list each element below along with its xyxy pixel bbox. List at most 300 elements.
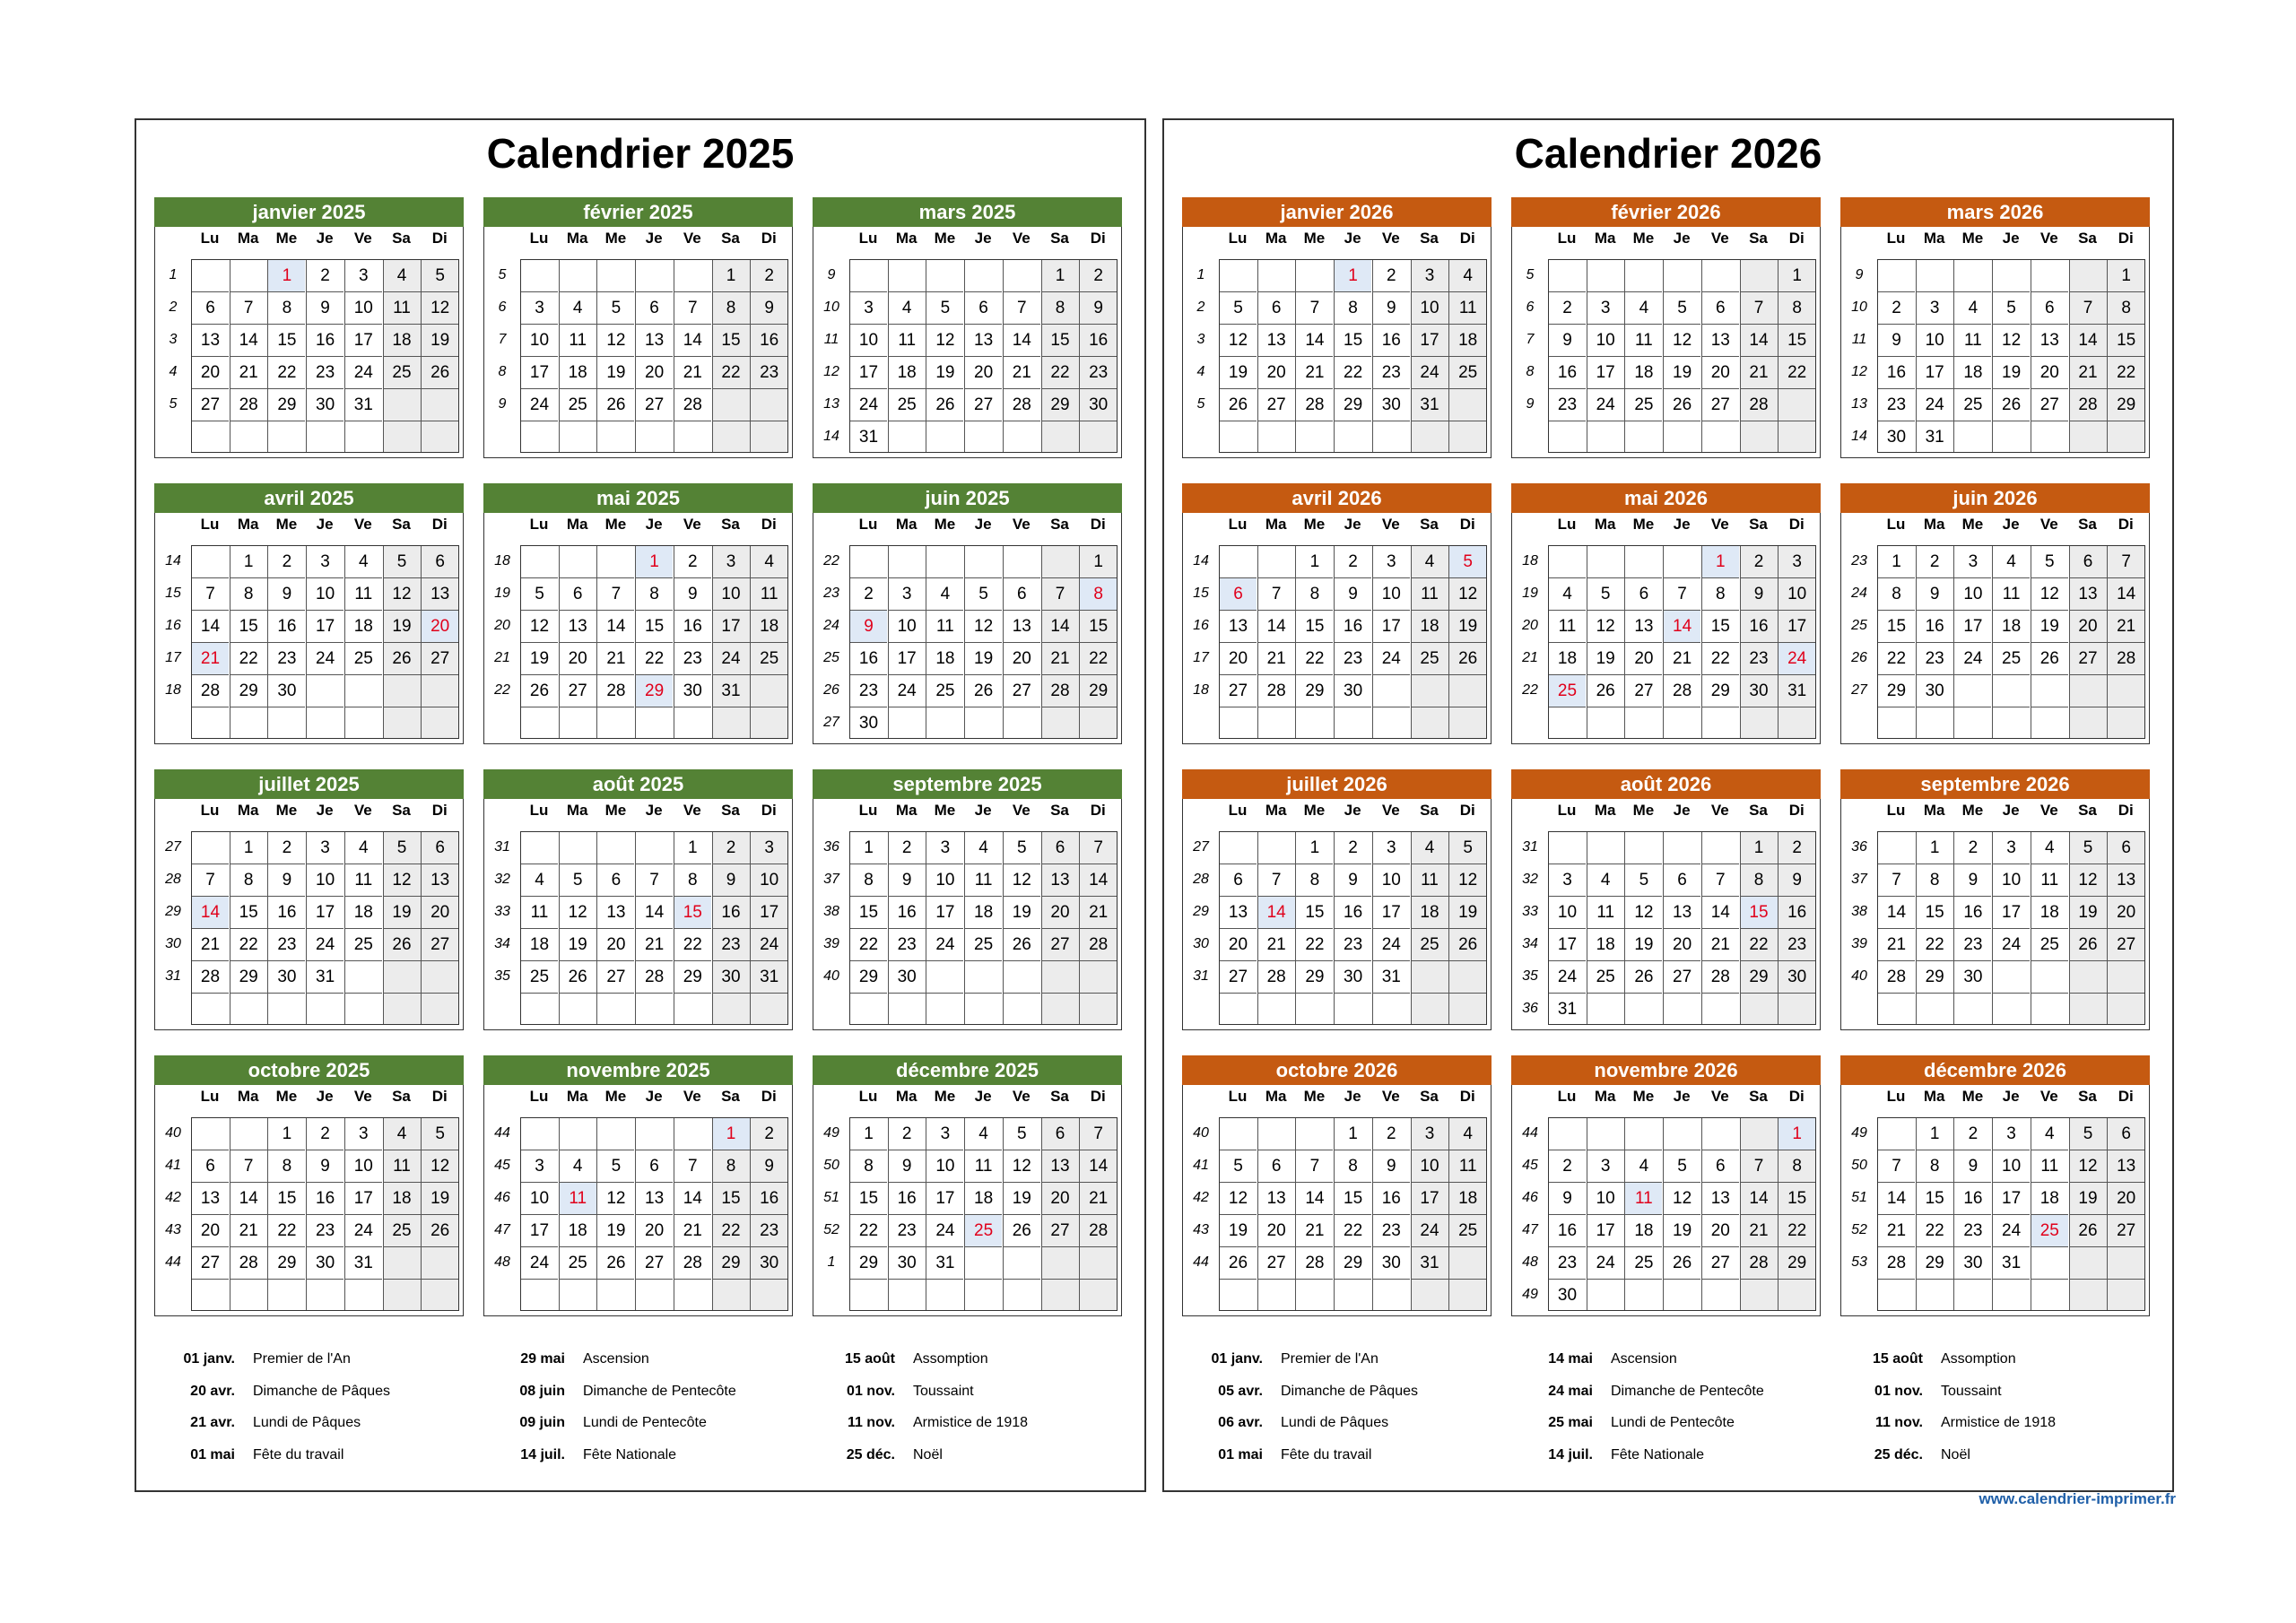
day-cell[interactable]: 13 [421, 864, 458, 896]
day-cell[interactable]: 9 [306, 1150, 344, 1182]
day-cell[interactable]: 28 [596, 674, 634, 707]
day-cell[interactable]: 11 [964, 1150, 1002, 1182]
day-cell[interactable]: 10 [1587, 324, 1624, 356]
day-cell[interactable]: 13 [1701, 1182, 1739, 1214]
day-cell[interactable]: 11 [964, 864, 1002, 896]
day-cell[interactable]: 17 [306, 896, 344, 928]
day-cell[interactable]: 29 [1334, 1246, 1371, 1279]
day-cell[interactable]: 20 [421, 610, 458, 642]
day-cell[interactable]: 1 [712, 259, 750, 291]
day-cell[interactable]: 16 [750, 1182, 787, 1214]
day-cell[interactable]: 24 [344, 356, 382, 388]
day-cell[interactable]: 28 [1295, 388, 1333, 421]
day-cell[interactable]: 11 [2031, 864, 2068, 896]
day-cell[interactable]: 20 [1701, 356, 1739, 388]
day-cell[interactable]: 29 [230, 960, 267, 993]
day-cell[interactable]: 6 [635, 291, 673, 324]
day-cell[interactable]: 1 [230, 545, 267, 577]
day-cell[interactable]: 25 [964, 928, 1002, 960]
day-cell[interactable]: 26 [421, 356, 458, 388]
day-cell[interactable]: 21 [191, 928, 229, 960]
day-cell[interactable]: 21 [1079, 1182, 1117, 1214]
day-cell[interactable]: 14 [596, 610, 634, 642]
day-cell[interactable]: 22 [230, 928, 267, 960]
day-cell[interactable]: 24 [520, 1246, 558, 1279]
day-cell[interactable]: 18 [520, 928, 558, 960]
day-cell[interactable]: 30 [1372, 388, 1410, 421]
day-cell[interactable]: 3 [712, 545, 750, 577]
day-cell[interactable]: 19 [520, 642, 558, 674]
day-cell[interactable]: 27 [1219, 674, 1257, 707]
day-cell[interactable]: 6 [1041, 831, 1079, 864]
day-cell[interactable]: 30 [1079, 388, 1117, 421]
day-cell[interactable]: 10 [712, 577, 750, 610]
day-cell[interactable]: 27 [191, 388, 229, 421]
day-cell[interactable]: 24 [926, 1214, 963, 1246]
day-cell[interactable]: 16 [267, 896, 305, 928]
day-cell[interactable]: 12 [520, 610, 558, 642]
day-cell[interactable]: 20 [191, 1214, 229, 1246]
day-cell[interactable]: 22 [1295, 928, 1333, 960]
day-cell[interactable]: 17 [712, 610, 750, 642]
day-cell[interactable]: 21 [1701, 928, 1739, 960]
day-cell[interactable]: 1 [1740, 831, 1778, 864]
day-cell[interactable]: 17 [1372, 896, 1410, 928]
day-cell[interactable]: 23 [1877, 388, 1915, 421]
day-cell[interactable]: 8 [712, 291, 750, 324]
day-cell[interactable]: 25 [964, 1214, 1002, 1246]
day-cell[interactable]: 19 [1992, 356, 2030, 388]
day-cell[interactable]: 11 [1953, 324, 1991, 356]
day-cell[interactable]: 25 [520, 960, 558, 993]
day-cell[interactable]: 18 [888, 356, 926, 388]
day-cell[interactable]: 22 [2107, 356, 2144, 388]
day-cell[interactable]: 31 [1992, 1246, 2030, 1279]
day-cell[interactable]: 18 [2031, 896, 2068, 928]
day-cell[interactable]: 9 [1877, 324, 1915, 356]
day-cell[interactable]: 11 [559, 324, 596, 356]
day-cell[interactable]: 24 [1916, 388, 1953, 421]
day-cell[interactable]: 31 [712, 674, 750, 707]
day-cell[interactable]: 15 [267, 324, 305, 356]
day-cell[interactable]: 14 [191, 896, 229, 928]
day-cell[interactable]: 17 [849, 356, 887, 388]
day-cell[interactable]: 28 [1257, 960, 1295, 993]
day-cell[interactable]: 7 [1877, 864, 1915, 896]
day-cell[interactable]: 19 [926, 356, 963, 388]
day-cell[interactable]: 8 [1295, 864, 1333, 896]
day-cell[interactable]: 7 [230, 1150, 267, 1182]
day-cell[interactable]: 25 [1448, 356, 1486, 388]
day-cell[interactable]: 10 [1411, 1150, 1448, 1182]
day-cell[interactable]: 23 [1953, 928, 1991, 960]
day-cell[interactable]: 1 [1079, 545, 1117, 577]
day-cell[interactable]: 31 [344, 388, 382, 421]
day-cell[interactable]: 27 [2107, 928, 2144, 960]
day-cell[interactable]: 8 [1041, 291, 1079, 324]
day-cell[interactable]: 5 [383, 545, 421, 577]
day-cell[interactable]: 8 [849, 1150, 887, 1182]
day-cell[interactable]: 19 [1003, 896, 1040, 928]
day-cell[interactable]: 29 [267, 1246, 305, 1279]
day-cell[interactable]: 7 [1740, 1150, 1778, 1182]
day-cell[interactable]: 10 [520, 1182, 558, 1214]
day-cell[interactable]: 9 [888, 864, 926, 896]
day-cell[interactable]: 2 [712, 831, 750, 864]
day-cell[interactable]: 2 [306, 1117, 344, 1150]
day-cell[interactable]: 6 [1701, 1150, 1739, 1182]
day-cell[interactable]: 23 [1334, 642, 1371, 674]
day-cell[interactable]: 24 [306, 928, 344, 960]
day-cell[interactable]: 18 [383, 324, 421, 356]
day-cell[interactable]: 18 [1448, 324, 1486, 356]
day-cell[interactable]: 20 [1257, 356, 1295, 388]
day-cell[interactable]: 25 [2031, 1214, 2068, 1246]
day-cell[interactable]: 8 [230, 577, 267, 610]
day-cell[interactable]: 8 [849, 864, 887, 896]
day-cell[interactable]: 14 [1003, 324, 1040, 356]
day-cell[interactable]: 28 [230, 1246, 267, 1279]
day-cell[interactable]: 7 [674, 1150, 711, 1182]
day-cell[interactable]: 23 [1079, 356, 1117, 388]
day-cell[interactable]: 26 [383, 928, 421, 960]
day-cell[interactable]: 5 [2069, 1117, 2107, 1150]
day-cell[interactable]: 26 [596, 388, 634, 421]
day-cell[interactable]: 14 [1663, 610, 1700, 642]
day-cell[interactable]: 24 [888, 674, 926, 707]
day-cell[interactable]: 14 [1041, 610, 1079, 642]
day-cell[interactable]: 20 [191, 356, 229, 388]
day-cell[interactable]: 28 [635, 960, 673, 993]
day-cell[interactable]: 15 [1295, 896, 1333, 928]
day-cell[interactable]: 2 [1953, 1117, 1991, 1150]
day-cell[interactable]: 28 [1740, 1246, 1778, 1279]
day-cell[interactable]: 17 [1992, 896, 2030, 928]
day-cell[interactable]: 29 [230, 674, 267, 707]
day-cell[interactable]: 18 [383, 1182, 421, 1214]
day-cell[interactable]: 29 [1778, 1246, 1815, 1279]
day-cell[interactable]: 17 [1778, 610, 1815, 642]
day-cell[interactable]: 12 [1992, 324, 2030, 356]
day-cell[interactable]: 6 [1219, 577, 1257, 610]
day-cell[interactable]: 4 [1411, 545, 1448, 577]
day-cell[interactable]: 15 [1740, 896, 1778, 928]
day-cell[interactable]: 8 [1740, 864, 1778, 896]
day-cell[interactable]: 19 [1219, 1214, 1257, 1246]
day-cell[interactable]: 4 [1448, 259, 1486, 291]
day-cell[interactable]: 2 [267, 545, 305, 577]
day-cell[interactable]: 3 [306, 545, 344, 577]
day-cell[interactable]: 10 [1548, 896, 1586, 928]
day-cell[interactable]: 16 [1372, 324, 1410, 356]
day-cell[interactable]: 17 [344, 1182, 382, 1214]
day-cell[interactable]: 7 [1041, 577, 1079, 610]
day-cell[interactable]: 27 [1219, 960, 1257, 993]
day-cell[interactable]: 26 [926, 388, 963, 421]
day-cell[interactable]: 11 [1448, 1150, 1486, 1182]
day-cell[interactable]: 23 [750, 1214, 787, 1246]
day-cell[interactable]: 24 [712, 642, 750, 674]
day-cell[interactable]: 5 [1663, 1150, 1700, 1182]
day-cell[interactable]: 11 [559, 1182, 596, 1214]
day-cell[interactable]: 15 [849, 1182, 887, 1214]
day-cell[interactable]: 7 [1877, 1150, 1915, 1182]
day-cell[interactable]: 21 [2069, 356, 2107, 388]
day-cell[interactable]: 28 [1079, 928, 1117, 960]
day-cell[interactable]: 30 [1877, 421, 1915, 453]
day-cell[interactable]: 3 [1372, 545, 1410, 577]
day-cell[interactable]: 2 [1334, 545, 1371, 577]
day-cell[interactable]: 21 [1257, 928, 1295, 960]
day-cell[interactable]: 22 [230, 642, 267, 674]
day-cell[interactable]: 31 [849, 421, 887, 453]
day-cell[interactable]: 26 [421, 1214, 458, 1246]
day-cell[interactable]: 29 [267, 388, 305, 421]
day-cell[interactable]: 9 [267, 577, 305, 610]
day-cell[interactable]: 10 [1916, 324, 1953, 356]
day-cell[interactable]: 20 [2069, 610, 2107, 642]
day-cell[interactable]: 5 [1003, 831, 1040, 864]
day-cell[interactable]: 21 [1003, 356, 1040, 388]
day-cell[interactable]: 5 [2031, 545, 2068, 577]
day-cell[interactable]: 5 [2069, 831, 2107, 864]
day-cell[interactable]: 19 [383, 896, 421, 928]
day-cell[interactable]: 11 [344, 864, 382, 896]
day-cell[interactable]: 13 [559, 610, 596, 642]
day-cell[interactable]: 19 [1448, 610, 1486, 642]
day-cell[interactable]: 10 [926, 864, 963, 896]
day-cell[interactable]: 12 [1219, 324, 1257, 356]
day-cell[interactable]: 20 [2107, 1182, 2144, 1214]
day-cell[interactable]: 12 [964, 610, 1002, 642]
day-cell[interactable]: 5 [1448, 545, 1486, 577]
day-cell[interactable]: 19 [559, 928, 596, 960]
day-cell[interactable]: 28 [674, 388, 711, 421]
day-cell[interactable]: 23 [888, 928, 926, 960]
day-cell[interactable]: 9 [1953, 864, 1991, 896]
day-cell[interactable]: 9 [712, 864, 750, 896]
day-cell[interactable]: 10 [1411, 291, 1448, 324]
day-cell[interactable]: 1 [1334, 1117, 1371, 1150]
day-cell[interactable]: 2 [1334, 831, 1371, 864]
day-cell[interactable]: 31 [750, 960, 787, 993]
day-cell[interactable]: 9 [1334, 864, 1371, 896]
day-cell[interactable]: 5 [596, 1150, 634, 1182]
day-cell[interactable]: 7 [1295, 291, 1333, 324]
day-cell[interactable]: 26 [1219, 1246, 1257, 1279]
day-cell[interactable]: 28 [230, 388, 267, 421]
day-cell[interactable]: 17 [926, 896, 963, 928]
day-cell[interactable]: 31 [1778, 674, 1815, 707]
day-cell[interactable]: 12 [1003, 1150, 1040, 1182]
day-cell[interactable]: 19 [421, 324, 458, 356]
day-cell[interactable]: 7 [1740, 291, 1778, 324]
day-cell[interactable]: 18 [1587, 928, 1624, 960]
day-cell[interactable]: 13 [2069, 577, 2107, 610]
day-cell[interactable]: 9 [750, 291, 787, 324]
day-cell[interactable]: 24 [1411, 1214, 1448, 1246]
day-cell[interactable]: 2 [1372, 259, 1410, 291]
day-cell[interactable]: 6 [1257, 1150, 1295, 1182]
day-cell[interactable]: 9 [1740, 577, 1778, 610]
day-cell[interactable]: 9 [267, 864, 305, 896]
day-cell[interactable]: 31 [1411, 388, 1448, 421]
day-cell[interactable]: 2 [1778, 831, 1815, 864]
day-cell[interactable]: 27 [1257, 1246, 1295, 1279]
day-cell[interactable]: 3 [1411, 1117, 1448, 1150]
day-cell[interactable]: 19 [2069, 1182, 2107, 1214]
day-cell[interactable]: 11 [750, 577, 787, 610]
day-cell[interactable]: 2 [750, 259, 787, 291]
day-cell[interactable]: 9 [1372, 291, 1410, 324]
day-cell[interactable]: 19 [2031, 610, 2068, 642]
day-cell[interactable]: 13 [1041, 1150, 1079, 1182]
day-cell[interactable]: 18 [344, 610, 382, 642]
day-cell[interactable]: 18 [926, 642, 963, 674]
day-cell[interactable]: 20 [635, 356, 673, 388]
day-cell[interactable]: 11 [1624, 324, 1662, 356]
day-cell[interactable]: 17 [1992, 1182, 2030, 1214]
day-cell[interactable]: 17 [750, 896, 787, 928]
day-cell[interactable]: 24 [1587, 1246, 1624, 1279]
day-cell[interactable]: 16 [1953, 1182, 1991, 1214]
day-cell[interactable]: 5 [1219, 1150, 1257, 1182]
day-cell[interactable]: 12 [383, 864, 421, 896]
day-cell[interactable]: 6 [635, 1150, 673, 1182]
day-cell[interactable]: 1 [1295, 831, 1333, 864]
day-cell[interactable]: 17 [1587, 356, 1624, 388]
day-cell[interactable]: 28 [1877, 960, 1915, 993]
day-cell[interactable]: 23 [306, 1214, 344, 1246]
day-cell[interactable]: 7 [674, 291, 711, 324]
day-cell[interactable]: 13 [1257, 324, 1295, 356]
day-cell[interactable]: 16 [750, 324, 787, 356]
day-cell[interactable]: 15 [1334, 1182, 1371, 1214]
day-cell[interactable]: 1 [849, 831, 887, 864]
day-cell[interactable]: 23 [1916, 642, 1953, 674]
day-cell[interactable]: 12 [1448, 577, 1486, 610]
day-cell[interactable]: 24 [1778, 642, 1815, 674]
day-cell[interactable]: 29 [1916, 960, 1953, 993]
day-cell[interactable]: 31 [344, 1246, 382, 1279]
day-cell[interactable]: 11 [344, 577, 382, 610]
day-cell[interactable]: 11 [383, 291, 421, 324]
day-cell[interactable]: 20 [559, 642, 596, 674]
day-cell[interactable]: 29 [849, 1246, 887, 1279]
day-cell[interactable]: 23 [1953, 1214, 1991, 1246]
day-cell[interactable]: 15 [1877, 610, 1915, 642]
day-cell[interactable]: 4 [1953, 291, 1991, 324]
day-cell[interactable]: 30 [1953, 1246, 1991, 1279]
day-cell[interactable]: 26 [1587, 674, 1624, 707]
day-cell[interactable]: 29 [1701, 674, 1739, 707]
day-cell[interactable]: 8 [267, 1150, 305, 1182]
day-cell[interactable]: 14 [1877, 1182, 1915, 1214]
day-cell[interactable]: 26 [1663, 388, 1700, 421]
day-cell[interactable]: 10 [1587, 1182, 1624, 1214]
day-cell[interactable]: 4 [888, 291, 926, 324]
day-cell[interactable]: 4 [1624, 291, 1662, 324]
day-cell[interactable]: 27 [964, 388, 1002, 421]
day-cell[interactable]: 22 [1701, 642, 1739, 674]
day-cell[interactable]: 12 [383, 577, 421, 610]
day-cell[interactable]: 1 [1778, 259, 1815, 291]
day-cell[interactable]: 6 [191, 291, 229, 324]
day-cell[interactable]: 13 [1003, 610, 1040, 642]
day-cell[interactable]: 26 [964, 674, 1002, 707]
day-cell[interactable]: 14 [191, 610, 229, 642]
day-cell[interactable]: 18 [1624, 1214, 1662, 1246]
day-cell[interactable]: 16 [306, 324, 344, 356]
day-cell[interactable]: 8 [1877, 577, 1915, 610]
day-cell[interactable]: 8 [1701, 577, 1739, 610]
day-cell[interactable]: 25 [344, 928, 382, 960]
day-cell[interactable]: 7 [1257, 864, 1295, 896]
day-cell[interactable]: 27 [1701, 388, 1739, 421]
day-cell[interactable]: 22 [674, 928, 711, 960]
day-cell[interactable]: 10 [888, 610, 926, 642]
day-cell[interactable]: 6 [2107, 831, 2144, 864]
day-cell[interactable]: 25 [383, 356, 421, 388]
day-cell[interactable]: 13 [1624, 610, 1662, 642]
day-cell[interactable]: 1 [230, 831, 267, 864]
day-cell[interactable]: 4 [2031, 1117, 2068, 1150]
day-cell[interactable]: 5 [964, 577, 1002, 610]
day-cell[interactable]: 13 [2031, 324, 2068, 356]
day-cell[interactable]: 21 [1877, 1214, 1915, 1246]
day-cell[interactable]: 4 [926, 577, 963, 610]
day-cell[interactable]: 30 [1372, 1246, 1410, 1279]
day-cell[interactable]: 23 [674, 642, 711, 674]
day-cell[interactable]: 27 [1663, 960, 1700, 993]
day-cell[interactable]: 19 [596, 356, 634, 388]
day-cell[interactable]: 31 [1372, 960, 1410, 993]
day-cell[interactable]: 4 [383, 259, 421, 291]
day-cell[interactable]: 27 [635, 388, 673, 421]
day-cell[interactable]: 27 [635, 1246, 673, 1279]
day-cell[interactable]: 30 [1334, 960, 1371, 993]
day-cell[interactable]: 11 [888, 324, 926, 356]
day-cell[interactable]: 17 [1587, 1214, 1624, 1246]
day-cell[interactable]: 14 [1079, 864, 1117, 896]
day-cell[interactable]: 27 [2069, 642, 2107, 674]
day-cell[interactable]: 20 [596, 928, 634, 960]
day-cell[interactable]: 9 [1079, 291, 1117, 324]
day-cell[interactable]: 21 [596, 642, 634, 674]
day-cell[interactable]: 13 [191, 1182, 229, 1214]
day-cell[interactable]: 11 [1587, 896, 1624, 928]
day-cell[interactable]: 15 [1334, 324, 1371, 356]
day-cell[interactable]: 23 [1334, 928, 1371, 960]
day-cell[interactable]: 1 [1041, 259, 1079, 291]
day-cell[interactable]: 3 [1778, 545, 1815, 577]
day-cell[interactable]: 15 [712, 324, 750, 356]
day-cell[interactable]: 27 [596, 960, 634, 993]
day-cell[interactable]: 18 [964, 1182, 1002, 1214]
day-cell[interactable]: 17 [1372, 610, 1410, 642]
day-cell[interactable]: 15 [712, 1182, 750, 1214]
day-cell[interactable]: 29 [1877, 674, 1915, 707]
day-cell[interactable]: 8 [1916, 1150, 1953, 1182]
day-cell[interactable]: 28 [2107, 642, 2144, 674]
day-cell[interactable]: 1 [1916, 1117, 1953, 1150]
day-cell[interactable]: 7 [596, 577, 634, 610]
day-cell[interactable]: 21 [1740, 356, 1778, 388]
day-cell[interactable]: 22 [267, 1214, 305, 1246]
day-cell[interactable]: 20 [1663, 928, 1700, 960]
day-cell[interactable]: 24 [750, 928, 787, 960]
day-cell[interactable]: 22 [712, 356, 750, 388]
